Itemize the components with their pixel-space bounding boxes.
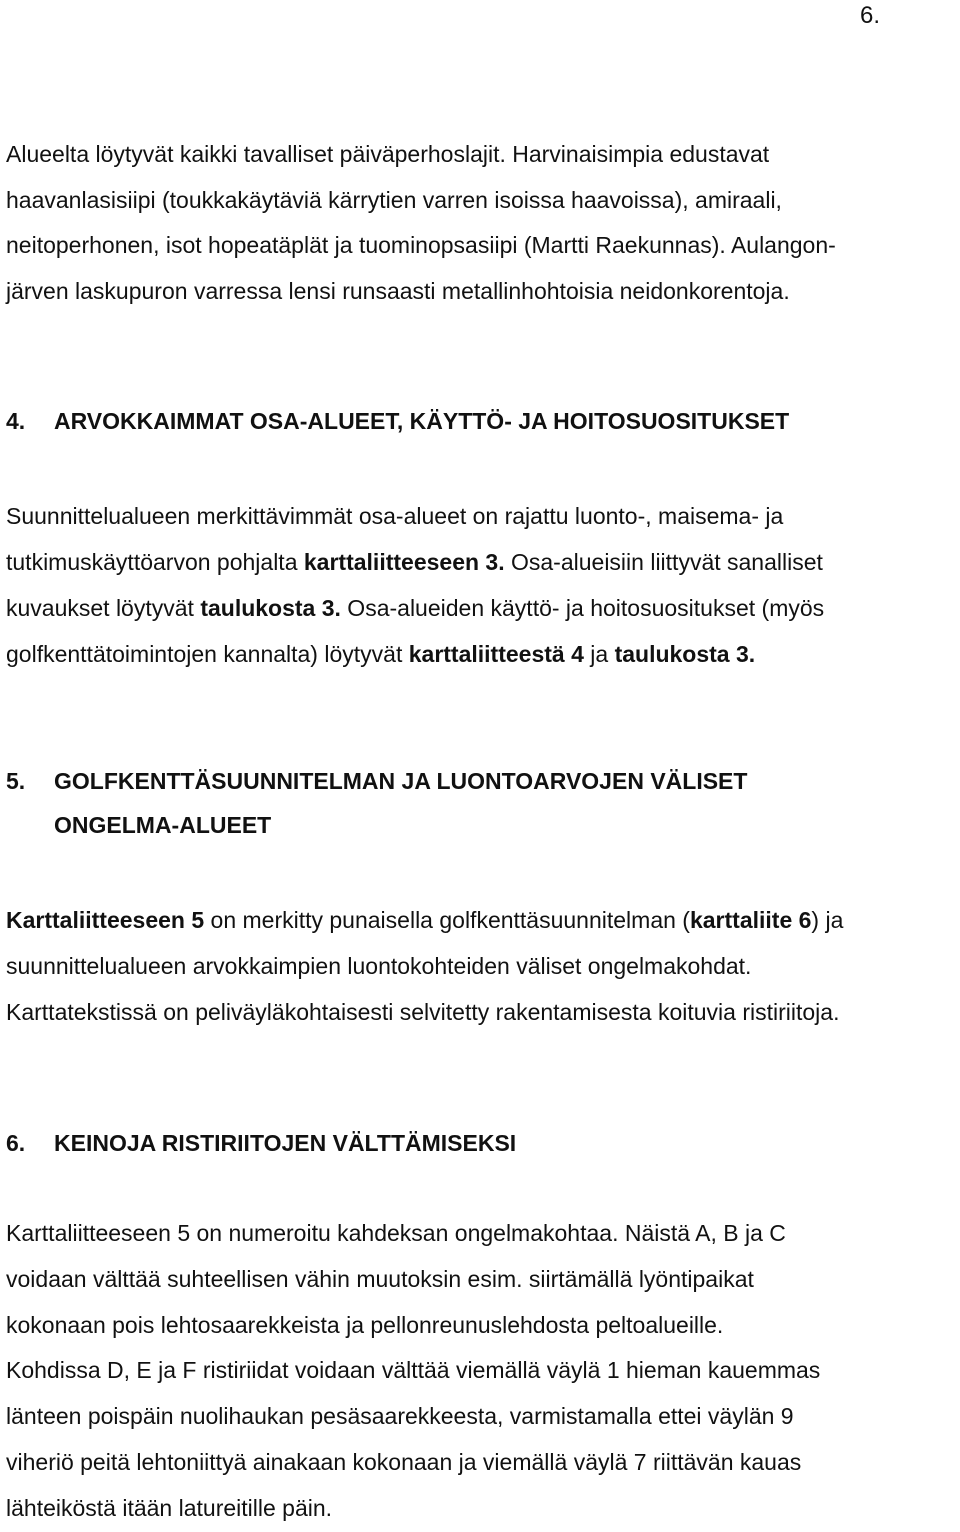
text-line: Kohdissa D, E ja F ristiriidat voidaan välttää viemällä väylä 1 hieman kauemmas bbox=[6, 1357, 821, 1384]
page-number: 6. bbox=[859, 2, 880, 29]
text-line bbox=[6, 897, 960, 943]
text-run: Osa-alueisiin liittyvät sanalliset bbox=[504, 549, 823, 575]
section-heading-6 bbox=[6, 1121, 516, 1165]
map-reference: karttaliite 6 bbox=[689, 907, 812, 933]
paragraph-problem-areas bbox=[6, 897, 960, 1035]
paragraph-butterflies bbox=[6, 132, 960, 314]
text-line: Alueelta löytyvät kaikki tavalliset päiväperhoslajit. Harvinaisimpia edustavat bbox=[6, 141, 770, 167]
text-line bbox=[6, 631, 960, 677]
text-line: haavanlasisiipi (toukkakäytäviä kärrytien varren isoissa haavoissa), amiraali, bbox=[6, 186, 782, 213]
text-line: neitoperhonen, isot hopeatäplät ja tuominopsasiipi (Martti Raekunnas). Aulangon- bbox=[6, 232, 836, 258]
map-reference: Karttaliitteeseen 5 bbox=[6, 907, 205, 933]
section-number: 6. bbox=[6, 1130, 26, 1156]
text-run: tutkimuskäyttöarvon pohjalta bbox=[6, 549, 304, 575]
section-title: KEINOJA RISTIRIITOJEN VÄLTTÄMISEKSI bbox=[54, 1130, 517, 1156]
table-reference: taulukosta 3. bbox=[200, 595, 341, 621]
text-line: länteen poispäin nuolihaukan pesäsaarekkeesta, varmistamalla ettei väylän 9 bbox=[6, 1403, 794, 1430]
text-run: on merkitty punaisella golfkenttäsuunnitelman ( bbox=[204, 907, 690, 933]
section-number: 4. bbox=[6, 408, 26, 434]
text-line: Karttaliitteeseen 5 on numeroitu kahdeksan ongelmakohtaa. Näistä A, B ja C bbox=[6, 1220, 786, 1246]
section-title: ARVOKKAIMMAT OSA-ALUEET, KÄYTTÖ- JA HOITOSUOSITUKSET bbox=[54, 408, 790, 434]
text-line: kokonaan pois lehtosaarekkeista ja pellonreunuslehdosta peltoalueille. bbox=[6, 1311, 724, 1338]
paragraph-valuable-areas bbox=[6, 493, 960, 677]
text-line bbox=[6, 585, 960, 631]
heading-line bbox=[6, 759, 747, 803]
section-title-continued: ONGELMA-ALUEET bbox=[54, 812, 272, 838]
heading-line bbox=[6, 803, 747, 847]
section-heading-5 bbox=[6, 759, 747, 847]
text-run: Osa-alueiden käyttö- ja hoitosuositukset (myös bbox=[340, 595, 825, 621]
section-title: GOLFKENTTÄSUUNNITELMAN JA LUONTOARVOJEN VÄLISET bbox=[54, 768, 748, 794]
text-line bbox=[6, 539, 960, 585]
text-run: kuvaukset löytyvät bbox=[6, 595, 201, 621]
map-reference: karttaliitteestä 4 bbox=[408, 641, 584, 667]
section-heading-4 bbox=[6, 399, 789, 443]
section-number: 5. bbox=[6, 768, 26, 794]
table-reference: taulukosta 3. bbox=[614, 641, 756, 667]
text-line: Karttatekstissä on peliväyläkohtaisesti selvitetty rakentamisesta koituvia ristiriitoja. bbox=[6, 999, 840, 1025]
text-run: ) ja bbox=[811, 907, 844, 933]
map-reference: karttaliitteeseen 3. bbox=[303, 549, 505, 575]
text-line: järven laskupuron varressa lensi runsaasti metallinhohtoisia neidonkorentoja. bbox=[6, 277, 790, 304]
text-line: Suunnittelualueen merkittävimmät osa-alueet on rajattu luonto-, maisema- ja bbox=[6, 503, 784, 529]
text-run: ja bbox=[583, 641, 615, 667]
text-line: suunnittelualueen arvokkaimpien luontokohteiden väliset ongelmakohdat. bbox=[6, 953, 752, 979]
paragraph-conflict-avoidance bbox=[6, 1211, 960, 1532]
text-line: viheriö peitä lehtoniittyä ainakaan kokonaan ja viemällä väylä 7 riittävän kauas bbox=[6, 1448, 802, 1475]
text-line: voidaan välttää suhteellisen vähin muutoksin esim. siirtämällä lyöntipaikat bbox=[6, 1265, 754, 1292]
text-line: lähteiköstä itään latureitille päin. bbox=[6, 1494, 333, 1521]
text-run: golfkenttätoimintojen kannalta) löytyvät bbox=[6, 641, 409, 667]
